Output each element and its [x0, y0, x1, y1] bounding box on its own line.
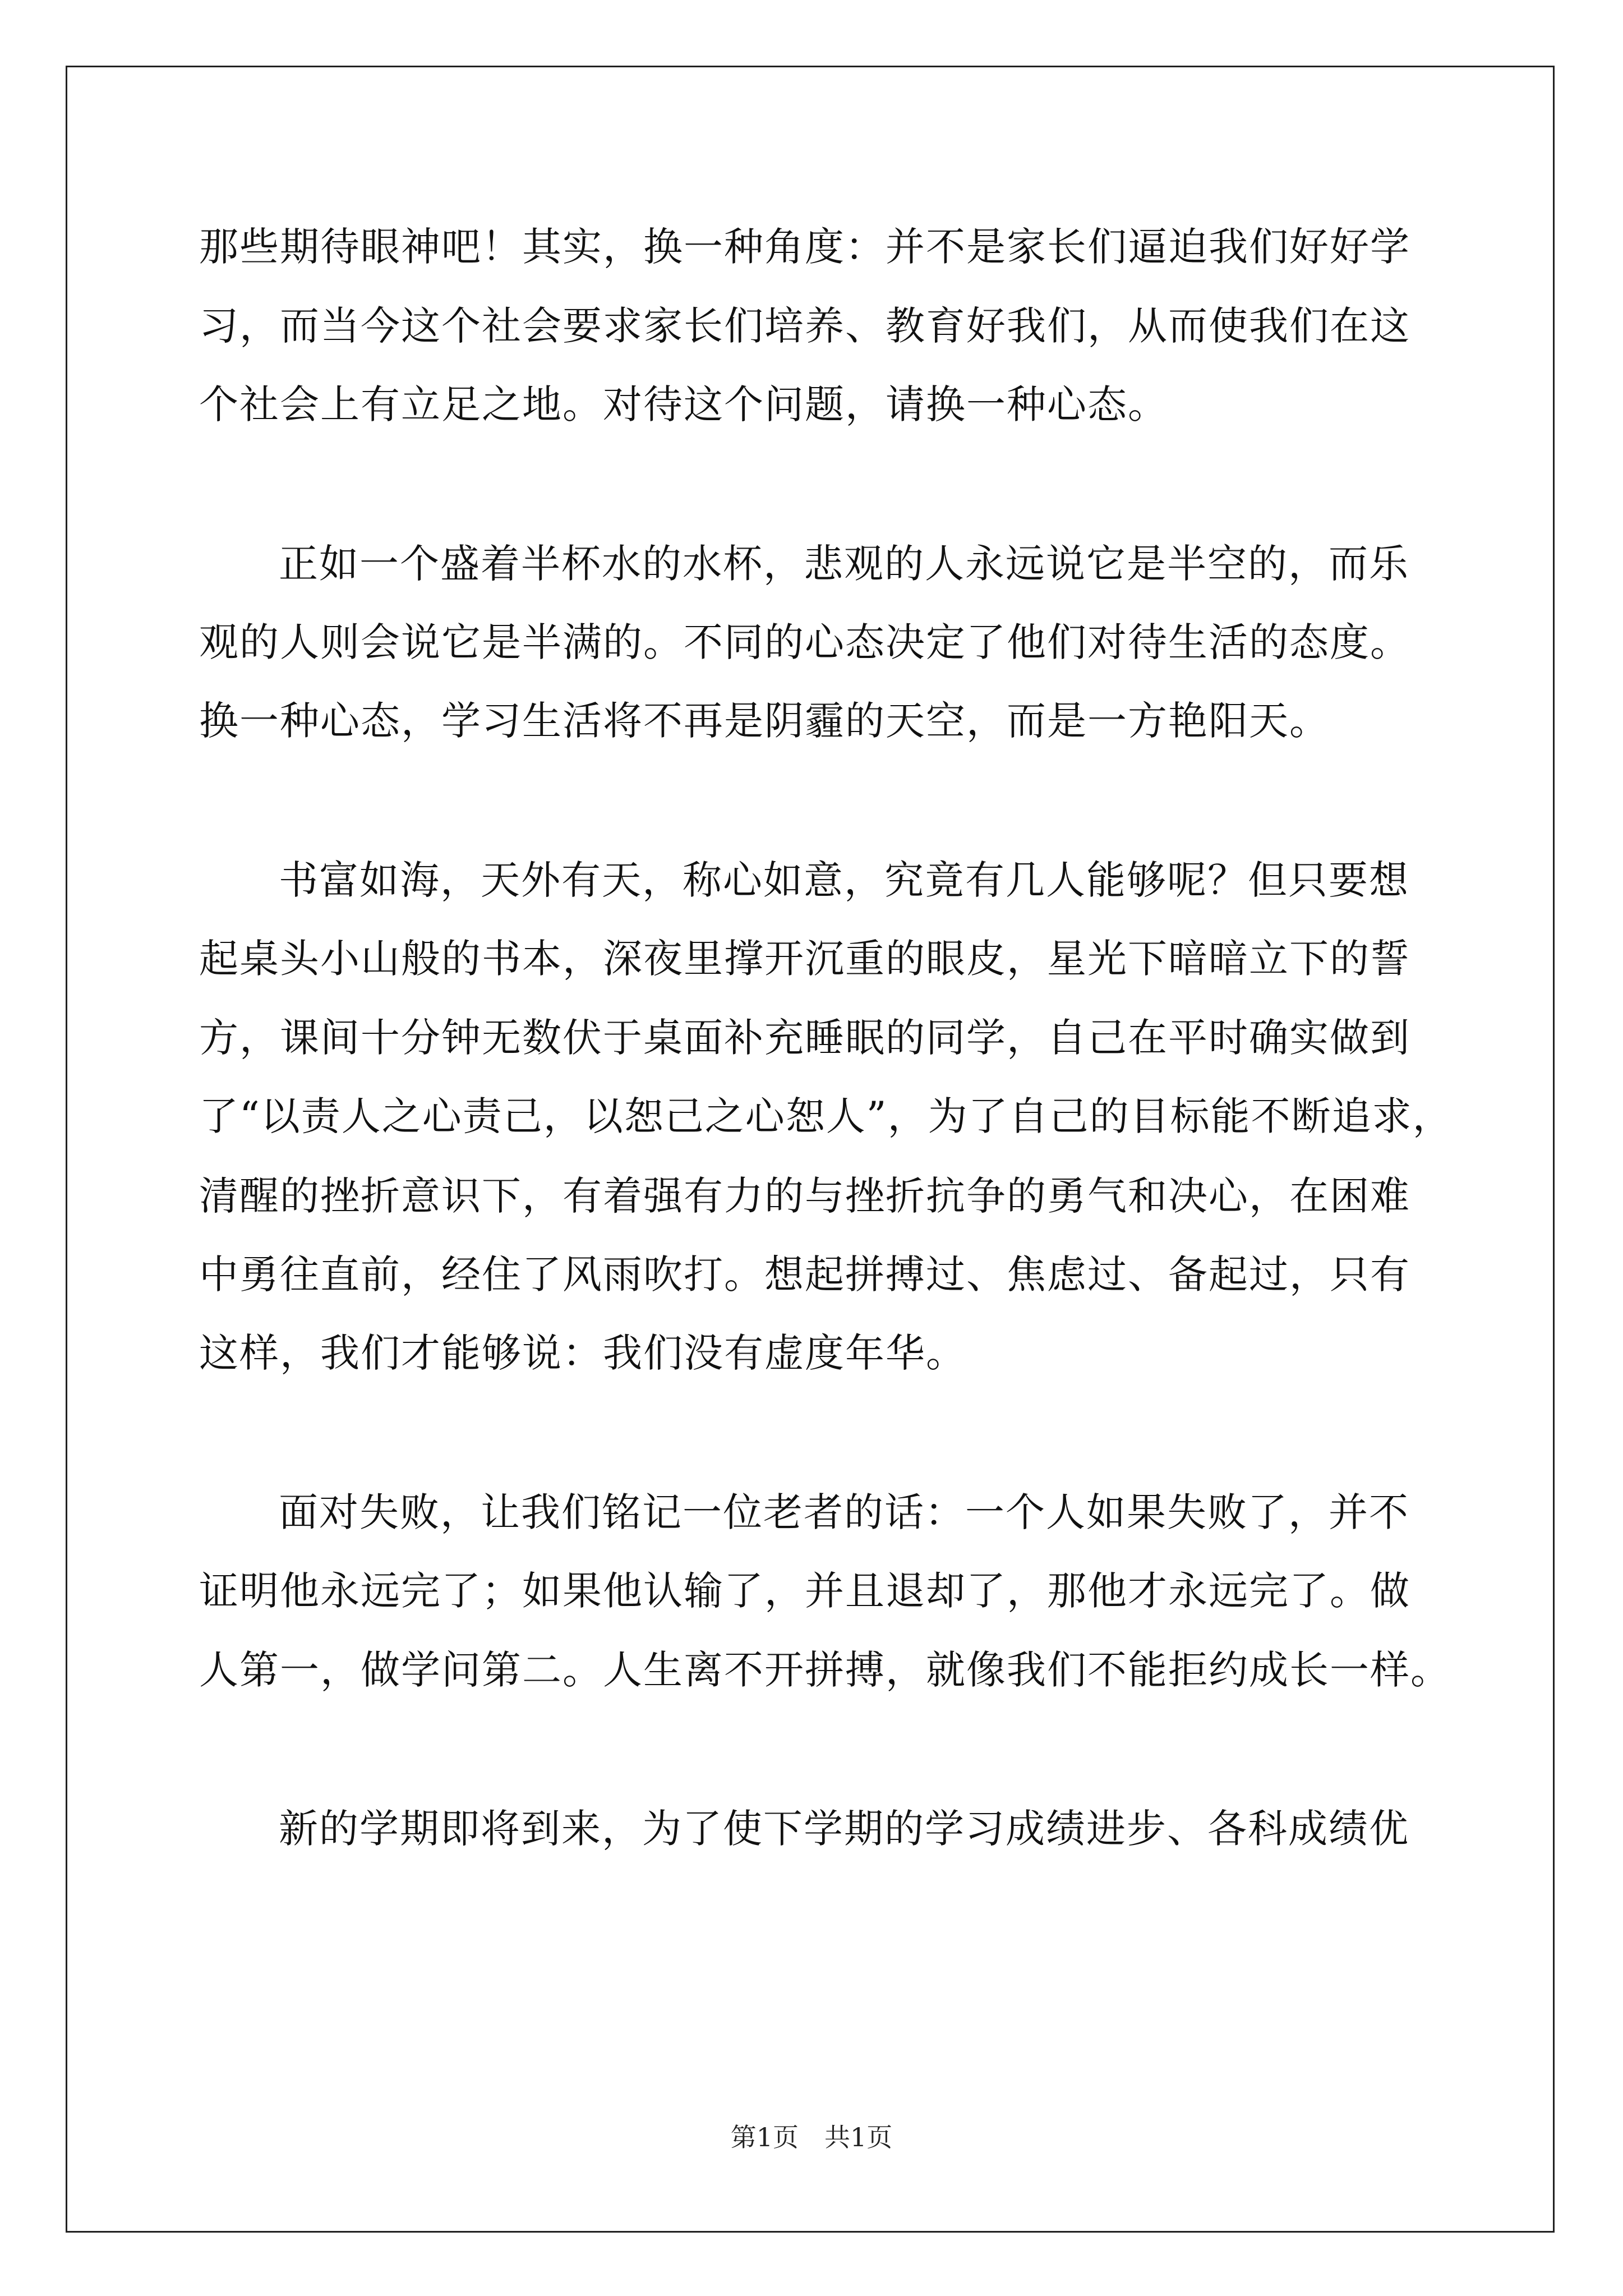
text-line: 中勇往直前，经住了风雨吹打。想起拼搏过、焦虑过、备起过，只有: [199, 1251, 1410, 1297]
text-line: 换一种心态，学习生活将不再是阴霾的天空，而是一方艳阳天。: [199, 698, 1330, 744]
text-line: 这样，我们才能够说：我们没有虚度年华。: [199, 1330, 966, 1376]
text-line: 习，而当今这个社会要求家长们培养、教育好我们，从而使我们在这: [199, 303, 1410, 349]
text-line: 清醒的挫折意识下，有着强有力的与挫折抗争的勇气和决心，在困难: [199, 1173, 1410, 1219]
text-line: 面对失败，让我们铭记一位老者的话：一个人如果失败了，并不: [279, 1489, 1409, 1535]
page-number-footer: 第1页 共1页: [730, 2122, 893, 2152]
text-line: 了“以责人之心责己，以恕己之心恕人”，为了自己的目标能不断追求，: [199, 1093, 1453, 1139]
text-line: 观的人则会说它是半满的。不同的心态决定了他们对待生活的态度。: [199, 619, 1410, 665]
text-line: 人第一，做学问第二。人生离不开拼搏，就像我们不能拒约成长一样。: [199, 1647, 1451, 1693]
text-line: 证明他永远完了；如果他认输了，并且退却了，那他才永远完了。做: [199, 1568, 1410, 1614]
text-line: 新的学期即将到来，为了使下学期的学习成绩进步、各科成绩优: [279, 1806, 1409, 1852]
text-line: 书富如海，天外有天，称心如意，究竟有几人能够呢？但只要想: [279, 857, 1409, 903]
text-line: 个社会上有立足之地。对待这个问题，请换一种心态。: [199, 381, 1168, 427]
text-line: 起桌头小山般的书本，深夜里撑开沉重的眼皮，星光下暗暗立下的誓: [199, 936, 1410, 982]
text-line: 正如一个盛着半杯水的水杯，悲观的人永远说它是半空的，而乐: [279, 541, 1409, 587]
text-line: 那些期待眼神吧！其实，换一种角度：并不是家长们逼迫我们好好学: [199, 224, 1410, 270]
text-line: 方，课间十分钟无数伏于桌面补充睡眠的同学，自己在平时确实做到: [199, 1015, 1410, 1061]
